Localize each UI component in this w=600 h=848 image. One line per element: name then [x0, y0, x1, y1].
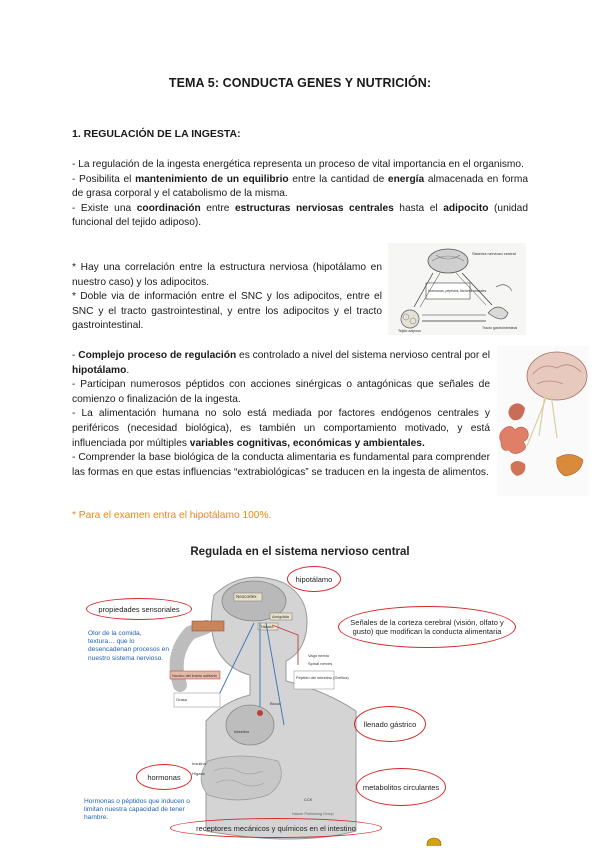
snc-adipocyte-diagram [388, 243, 526, 335]
text: - Posibilita el [72, 173, 136, 185]
line [72, 349, 490, 378]
text: - La regulación de la ingesta energética representa un proceso de vital importancia en el organismo. [72, 159, 524, 170]
text: almacenada en forma de grasa corporal y el catabolismo de la misma. [72, 173, 529, 200]
bold-text: adipocito [443, 202, 489, 214]
annotation-senales: Señales de la corteza cerebral (visión, olfato y gusto) que modifican la conducta alimentaria [338, 606, 516, 648]
annotation-llenado: llenado gástrico [354, 706, 426, 742]
diagram-label: Sistema nervioso central [472, 251, 516, 256]
diagram-label: Tracto gastrointestinal [482, 326, 518, 330]
neuro-label: Blood [270, 701, 281, 706]
brain-icon [428, 249, 468, 273]
neuro-label: Amígdala [272, 614, 289, 619]
annotation-propiedades: propiedades sensoriales [86, 598, 192, 620]
brain-icon [527, 352, 587, 400]
bold-text: mantenimiento de un equilibrio [135, 173, 289, 185]
bold-text: energía [387, 173, 425, 185]
neuro-label: Intestino [234, 729, 250, 734]
text: - La alimentación humana no solo está mediada por factores endógenos centrales y periféricos (necesidad biológica), es también un comportamiento motivado, y está influenciada por múltiples [72, 408, 490, 449]
annotation-metabolitos: metabolitos circulantes [356, 768, 446, 806]
line [72, 173, 528, 202]
figure-title: Regulada en el sistema nervioso central [190, 546, 410, 558]
stomach-icon [226, 705, 274, 745]
text: entre [200, 202, 235, 214]
bold-text: variables cognitivas, económicas y ambientales. [189, 437, 425, 449]
text: - Existe una [72, 202, 137, 214]
text: entre la cantidad de [288, 173, 388, 185]
annotation-hormonas: hormonas [136, 764, 192, 790]
text: es controlado a nivel del sistema nervioso central por el [236, 350, 490, 361]
neuro-label: Tálamo [260, 624, 274, 629]
neuro-label: Insulina [192, 761, 206, 766]
intro-paragraph [72, 158, 528, 231]
neuro-label: Spinal nerves [308, 661, 333, 666]
bold-text: estructuras nerviosas centrales [234, 202, 394, 214]
neuro-label: Neocortex [236, 594, 257, 599]
page-title: TEMA 5: CONDUCTA GENES Y NUTRICIÓN: [168, 76, 432, 90]
intestine-icon [500, 426, 529, 453]
brain-gut-illustration [497, 346, 589, 496]
line [72, 407, 490, 451]
neuro-label: Vago nervio [308, 653, 330, 658]
diagram-label: Hormonas, péptidos, factores neurales [428, 289, 487, 293]
note-hormonas: Hormonas o péptidos que inducen o limitan nuestra capacidad de tener hambre. [84, 798, 190, 822]
line: * Doble via de información entre el SNC y los adipocitos, entre el SNC y el tracto gastrointestinal, y entre los adipocitos y el tracto gastrointestinal. [72, 291, 382, 332]
text: . [126, 364, 130, 376]
text: - [72, 350, 79, 361]
note-olor: Olor de la comida, textura… que lo desencadenan procesos en nuestro sistema nervioso. [88, 630, 170, 662]
section-heading: 1. REGULACIÓN DE LA INGESTA: [72, 128, 241, 140]
bold-text: coordinación [136, 202, 201, 214]
neuro-label: Núcleo del tracto solitario [172, 673, 217, 678]
correlation-paragraph [72, 261, 382, 334]
neuro-label: Hígado [192, 771, 205, 776]
neuro-label: Grasa [176, 697, 187, 702]
line [72, 158, 528, 173]
annotation-receptores: receptores mecánicos y químicos en el intestino [170, 818, 382, 838]
annotation-hipotalamo: hipotálamo [287, 566, 341, 592]
text: (unidad funcional del tejido adiposo). [72, 202, 528, 229]
regulation-paragraph [72, 349, 490, 480]
neuro-label: Péptido del intestino (Grelina) [296, 675, 349, 680]
intestine-icon [201, 756, 281, 800]
line: * Hay una correlación entre la estructura nerviosa (hipotálamo en nuestro caso) y los adipocitos. [72, 262, 382, 288]
line: - Participan numerosos péptidos con acciones sinérgicas o antagónicas que señales de comienzo o finalización de la ingesta. [72, 379, 490, 405]
text: hasta el [393, 202, 444, 214]
food-icon [192, 621, 224, 631]
diagram-label: Tejido adiposo [398, 329, 421, 333]
exam-note: * Para el examen entra el hipotálamo 100%. [72, 510, 272, 521]
credit-label: Nature Publishing Group [292, 812, 334, 816]
line: - Comprender la base biológica de la conducta alimentaria es fundamental para comprender las formas en que estas influencias “extrabiológicas” se traducen en la ingesta de alimentos. [72, 452, 490, 478]
bold-text: hipotálamo [72, 364, 127, 376]
neuro-label: CCK [304, 797, 313, 802]
logo-icon [426, 834, 442, 846]
bold-text: Complejo proceso de regulación [78, 350, 237, 361]
line [72, 202, 528, 231]
